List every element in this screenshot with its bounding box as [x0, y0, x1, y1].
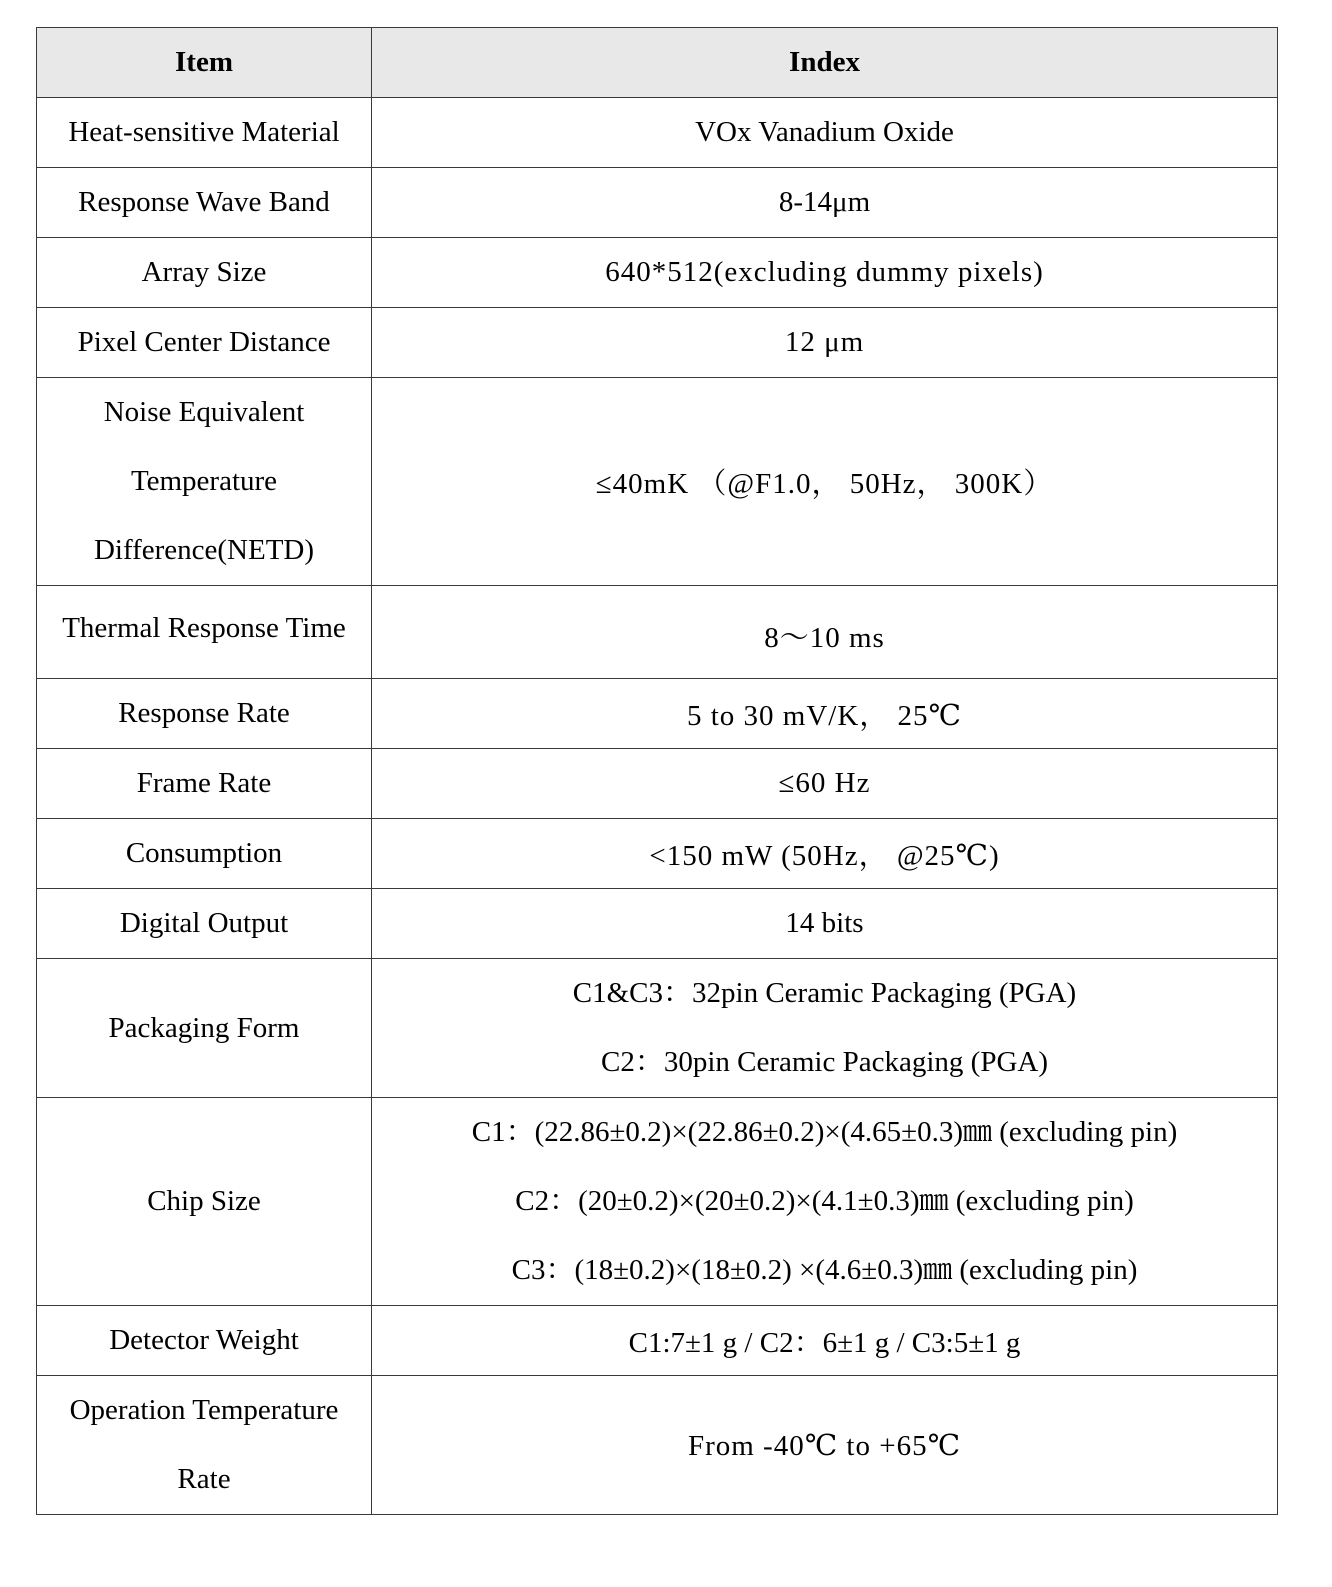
- item-cell: Array Size: [37, 238, 372, 308]
- index-line: C1&C3：32pin Ceramic Packaging (PGA): [572, 977, 1077, 1009]
- index-value: 8～10 ms: [764, 621, 885, 654]
- index-cell: [372, 586, 1278, 679]
- index-cell: From -40℃ to +65℃: [372, 1376, 1278, 1515]
- index-cell: 640*512(excluding dummy pixels): [372, 238, 1278, 308]
- specification-table: [36, 27, 1278, 1515]
- item-cell: [37, 1376, 372, 1515]
- item-cell: Pixel Center Distance: [37, 308, 372, 378]
- index-cell: 8-14μm: [372, 168, 1278, 238]
- index-cell: C1:7±1 g / C2：6±1 g / C3:5±1 g: [372, 1306, 1278, 1376]
- index-cell: ≤40mK （@F1.0， 50Hz， 300K）: [372, 378, 1278, 586]
- item-cell: Chip Size: [37, 1098, 372, 1306]
- index-cell: 14 bits: [372, 889, 1278, 959]
- table-row: [37, 679, 1278, 749]
- table-row: [37, 168, 1278, 238]
- table-row: [37, 238, 1278, 308]
- item-line: Noise Equivalent: [103, 396, 305, 428]
- item-cell: Frame Rate: [37, 749, 372, 819]
- item-line: Rate: [177, 1463, 231, 1495]
- table-row: [37, 586, 1278, 679]
- index-cell: ≤60 Hz: [372, 749, 1278, 819]
- item-cell: Response Wave Band: [37, 168, 372, 238]
- item-cell: Heat-sensitive Material: [37, 98, 372, 168]
- index-cell: 12 μm: [372, 308, 1278, 378]
- index-line: C3：(18±0.2)×(18±0.2) ×(4.6±0.3)㎜ (excluding pin): [511, 1254, 1138, 1286]
- index-cell: <150 mW (50Hz， @25℃): [372, 819, 1278, 889]
- item-line: Temperature: [130, 465, 278, 497]
- item-cell: [37, 378, 372, 586]
- table-row: [37, 1376, 1278, 1515]
- item-cell: Consumption: [37, 819, 372, 889]
- table-header-row: [37, 28, 1278, 98]
- item-cell: Digital Output: [37, 889, 372, 959]
- item-cell: [37, 586, 372, 679]
- item-label: Thermal Response Time: [62, 611, 346, 644]
- index-cell: [372, 1098, 1278, 1306]
- table-row: [37, 308, 1278, 378]
- item-line: Difference(NETD): [93, 534, 315, 566]
- table-row: [37, 1098, 1278, 1306]
- index-line: C1：(22.86±0.2)×(22.86±0.2)×(4.65±0.3)㎜ (excluding pin): [471, 1116, 1178, 1148]
- header-item: Item: [37, 28, 372, 98]
- item-cell: Response Rate: [37, 679, 372, 749]
- index-line: C2：(20±0.2)×(20±0.2)×(4.1±0.3)㎜ (excluding pin): [515, 1185, 1134, 1217]
- table-row: [37, 959, 1278, 1098]
- header-index: Index: [372, 28, 1278, 98]
- table-row: [37, 378, 1278, 586]
- item-cell: Packaging Form: [37, 959, 372, 1098]
- table-row: [37, 749, 1278, 819]
- index-line: C2：30pin Ceramic Packaging (PGA): [600, 1046, 1048, 1078]
- table-row: [37, 819, 1278, 889]
- index-cell: 5 to 30 mV/K， 25℃: [372, 679, 1278, 749]
- item-line: Operation Temperature: [69, 1394, 339, 1426]
- table-row: [37, 98, 1278, 168]
- index-cell: [372, 959, 1278, 1098]
- table-row: [37, 1306, 1278, 1376]
- item-cell: Detector Weight: [37, 1306, 372, 1376]
- index-cell: VOx Vanadium Oxide: [372, 98, 1278, 168]
- table-row: [37, 889, 1278, 959]
